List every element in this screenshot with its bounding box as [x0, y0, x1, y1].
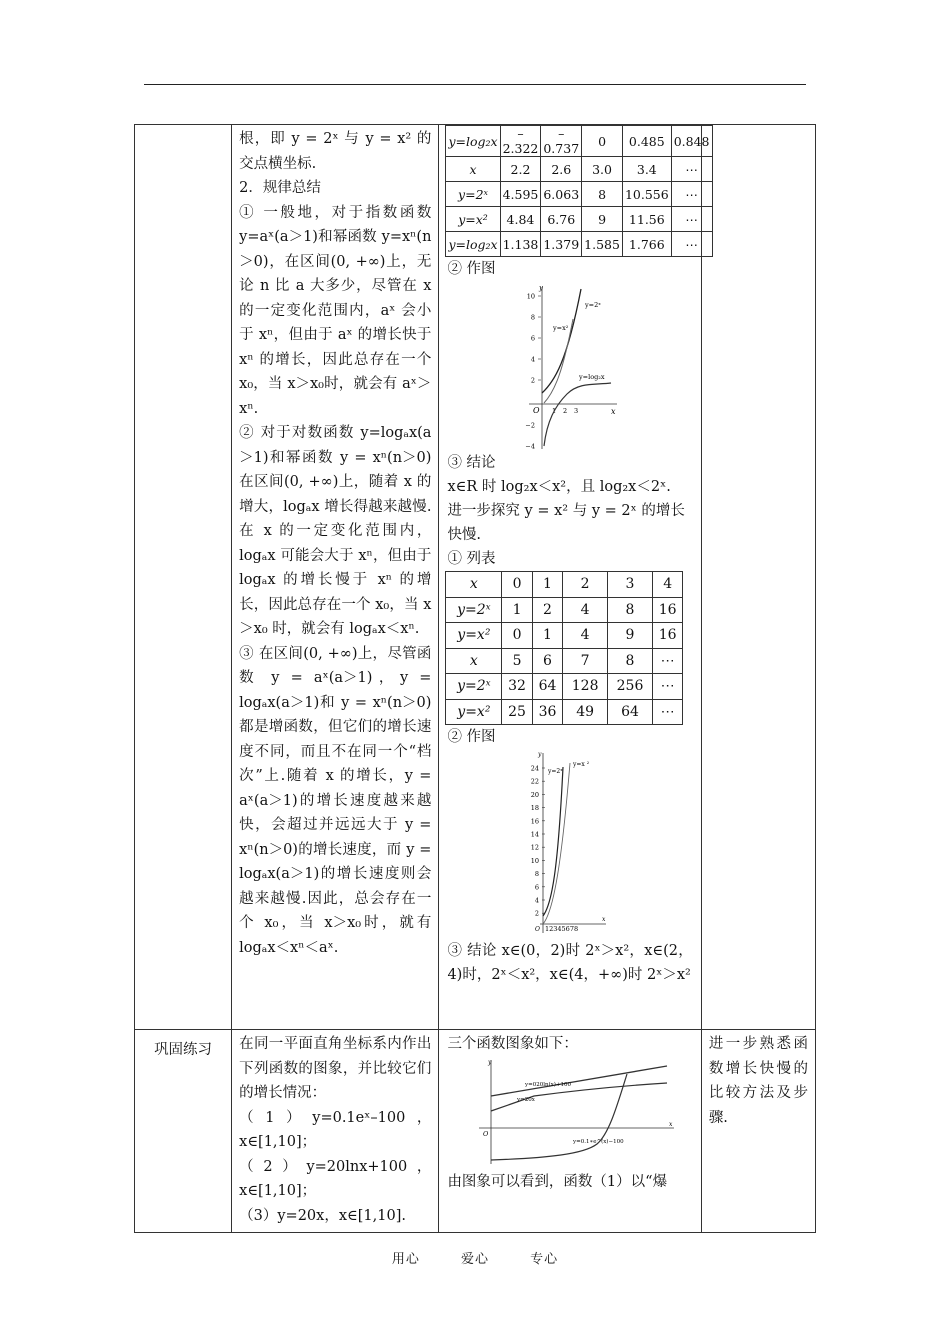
table-cell: 32 [502, 674, 532, 700]
stage-cell [135, 1030, 232, 1233]
table-cell: 1.766 [622, 232, 671, 257]
table-row [446, 674, 683, 700]
y-tick-label: 10 [530, 856, 540, 865]
y-tick-label: 18 [530, 804, 540, 813]
y-tick-label: 2 [534, 909, 540, 918]
table-cell: 11.56 [622, 207, 671, 232]
table-cell: y=2ˣ [446, 597, 502, 623]
table-cell: 9 [582, 207, 623, 232]
table-cell: 0.848 [671, 126, 712, 157]
paragraph: （2）y=20lnx+100，x∈[1,10]； [239, 1158, 432, 1199]
header-rule [144, 84, 806, 85]
y-tick-label: 22 [530, 777, 540, 786]
table-cell: 128 [563, 674, 608, 700]
table-cell: 1.379 [541, 232, 582, 257]
y-tick-label: 4 [534, 896, 540, 905]
y-tick-label: 8 [534, 870, 540, 879]
table-cell: 3.4 [622, 157, 671, 182]
y-tick-label: 10 [526, 292, 536, 301]
x-axis-label: x [611, 407, 616, 416]
table-cell: ⋯ [652, 699, 683, 725]
draw-label: ② 作图 [447, 261, 496, 277]
table-cell: 0 [502, 572, 532, 598]
table-cell: y=x² [446, 623, 502, 649]
table-cell: ⋯ [671, 182, 712, 207]
lesson-table [134, 124, 816, 1233]
y-tick-label: 6 [534, 883, 540, 892]
paragraph: 在同一平面直角坐标系内作出下列函数的图象，并比较它们的增长情况： [239, 1036, 432, 1101]
table-cell: 2 [532, 597, 562, 623]
table-cell: 8 [608, 648, 653, 674]
table-cell: y=x² [446, 207, 500, 232]
x-axis-label: x [669, 1121, 673, 1128]
footer-word: 专心 [530, 1252, 559, 1267]
footer-word: 用心 [391, 1252, 420, 1267]
origin-label: O [535, 926, 541, 933]
value-table-2 [445, 571, 683, 725]
y-axis-label: y [488, 1059, 492, 1066]
table-row [446, 597, 683, 623]
table-cell: ⋯ [652, 674, 683, 700]
table-cell: 8 [608, 597, 653, 623]
note-cell [701, 1030, 815, 1233]
activity-cell [439, 125, 710, 1030]
paragraph: （1）y=0.1eˣ–100，x∈[1,10]； [239, 1109, 432, 1150]
table-cell: y=2ˣ [446, 182, 500, 207]
activity-cell [439, 1030, 701, 1233]
table-cell: x [446, 157, 500, 182]
table-cell: y=log₂x [446, 126, 500, 157]
note-text: 进一步熟悉函数增长快慢的比较方法及步骤. [708, 1036, 808, 1126]
table-cell: 9 [608, 623, 653, 649]
y-tick-label: 8 [530, 313, 536, 322]
x-tick-labels: 12345678 [545, 925, 579, 933]
table-row [446, 699, 683, 725]
table-cell: 4 [563, 623, 608, 649]
table-cell: 4 [563, 597, 608, 623]
paragraph: 根，即 y = 2ˣ 与 y = x² 的交点横坐标. [239, 131, 432, 172]
y-tick-label: 2 [530, 376, 536, 385]
draw-label-2: ② 作图 [447, 729, 496, 745]
x-tick-label: 2 [563, 407, 568, 415]
table-cell: 2.6 [541, 157, 582, 182]
further-text: 进一步探究 y = x² 与 y = 2ˣ 的增长快慢. [447, 503, 685, 543]
content-text [232, 1030, 438, 1232]
table-cell: 6 [532, 648, 562, 674]
footer-word: 爱心 [460, 1252, 489, 1267]
x-axis-label: x [602, 916, 606, 923]
tail-text: 由图象可以看到，函数（1）以“爆 [447, 1174, 668, 1190]
table-cell: 5 [502, 648, 532, 674]
table-cell: 4 [652, 572, 683, 598]
table-cell: 1 [502, 597, 532, 623]
y-tick-label: −4 [525, 442, 536, 451]
table-cell: 0.485 [622, 126, 671, 157]
origin-label: O [533, 406, 540, 415]
y-tick-label: 16 [530, 817, 540, 826]
table-cell: 36 [532, 699, 562, 725]
table-cell: 2.2 [500, 157, 541, 182]
table-row [446, 182, 712, 207]
table-cell: ⋯ [671, 207, 712, 232]
table-cell: 8 [582, 182, 623, 207]
y-tick-label: 4 [530, 355, 536, 364]
paragraph: ② 对于对数函数 y=logₐx(a＞1)和幂函数 y = xⁿ(n＞0)在区间(0, +∞)上，随着 x 的增大，logₐx 增长得越来越慢.在 x 的一定变化范围内，logₐx 可能会大于 xⁿ，但由于 logₐx 的增长慢于 xⁿ 的增长，因此总存在一个 x₀，当 x＞x₀ 时，就会有 logₐx＜xⁿ. [239, 425, 432, 637]
table-cell: 0 [502, 623, 532, 649]
table-row [135, 125, 816, 1030]
y-axis-label: y [539, 284, 544, 292]
value-table-1 [445, 125, 712, 257]
table-cell: 64 [608, 699, 653, 725]
table-cell: 256 [608, 674, 653, 700]
label-log2x: y=log₂x [579, 373, 605, 381]
table-cell: 25 [502, 699, 532, 725]
table-row [446, 126, 712, 157]
table-cell: 4.595 [500, 182, 541, 207]
table-cell: 16 [652, 623, 683, 649]
table-cell: ⋯ [671, 232, 712, 257]
paragraph: （3）y=20x，x∈[1,10]. [239, 1207, 406, 1224]
table-cell: 1.138 [500, 232, 541, 257]
content-cell [232, 1030, 439, 1233]
graph-three-functions [469, 1056, 679, 1166]
note-cell [701, 125, 815, 1030]
table-cell: 6.063 [541, 182, 582, 207]
y-tick-label: 14 [530, 830, 540, 839]
table-cell: 3 [608, 572, 653, 598]
y-tick-label: 6 [530, 334, 536, 343]
table-cell: 4.84 [500, 207, 541, 232]
table-cell: 16 [652, 597, 683, 623]
label-x2: y=x ² [573, 761, 590, 768]
label-ln: y=020ln(x)+100 [525, 1082, 572, 1088]
table-cell: y=x² [446, 699, 502, 725]
paragraph: ① 一般地，对于指数函数 y=aˣ(a＞1)和幂函数 y=xⁿ(n＞0)，在区间(0, +∞)上，无论 n 比 a 大多少，尽管在 x 的一定变化范围内，aˣ 会小于 xⁿ，但由于 aˣ 的增长快于 xⁿ 的增长，因此总存在一个 x₀，当 x＞x₀时，就会有 aˣ＞xⁿ. [239, 204, 432, 417]
table-row [446, 648, 683, 674]
label-2x: y=2ˣ [585, 301, 602, 309]
conclusion-text: x∈R 时 log₂x＜x²，且 log₂x＜2ˣ. [447, 479, 671, 495]
paragraph: ③ 在区间(0, +∞)上，尽管函数 y = aˣ(a＞1)，y = logₐx(a＞1)和 y = xⁿ(n＞0)都是增函数，但它们的增长速度不同，而且不在同一个“档次”上.随着 x 的增长，y = aˣ(a＞1)的增长速度越来越快，会超过并远远大于 y = xⁿ(n＞0)的增长速度，而 y = logₐx(a＞1)的增长速度则会越来越慢.因此，总会存在一个 x₀，当 x＞x₀时，就有 logₐx＜xⁿ＜aˣ. [239, 645, 432, 956]
label-exp: y=0.1∗e^(x)−100 [573, 1139, 625, 1145]
table-cell: x [446, 648, 502, 674]
table-cell: 49 [563, 699, 608, 725]
intro-text: 三个函数图象如下： [447, 1036, 578, 1052]
table-cell: 6.76 [541, 207, 582, 232]
table-cell: 1 [532, 623, 562, 649]
table-cell: ⋯ [652, 648, 683, 674]
table-cell: 0 [582, 126, 623, 157]
graph-log-exp-power [515, 281, 625, 451]
conclusion-2: ③ 结论 x∈(0，2)时 2ˣ＞x²，x∈(2，4)时，2ˣ＜x²，x∈(4，+∞)时 2ˣ＞x² [447, 943, 693, 983]
label-x2: y=x² [553, 324, 569, 332]
label-20x: y=20x [517, 1097, 536, 1103]
table-cell: ⋯ [671, 157, 712, 182]
stage-cell [135, 125, 232, 1030]
table-cell: 64 [532, 674, 562, 700]
table-cell: 1 [532, 572, 562, 598]
origin-label: O [483, 1130, 489, 1138]
y-tick-label: 20 [530, 790, 540, 799]
content-cell [232, 125, 439, 1030]
table-cell: 7 [563, 648, 608, 674]
y-axis-label: y [538, 751, 542, 758]
list-label: ① 列表 [447, 551, 496, 567]
table-cell: y=2ˣ [446, 674, 502, 700]
x-tick-label: 3 [574, 407, 579, 415]
table-cell: x [446, 572, 502, 598]
table-cell: 10.556 [622, 182, 671, 207]
page-footer [0, 1248, 950, 1267]
y-tick-label: −2 [525, 421, 536, 430]
table-row [446, 232, 712, 257]
paragraph: 2．规律总结 [239, 180, 321, 196]
table-row [446, 572, 683, 598]
table-row [446, 623, 683, 649]
y-tick-label: 24 [530, 764, 540, 773]
x-tick-label: 1 [552, 407, 557, 415]
label-2x: y=2ˣ [548, 768, 563, 775]
graph-2x-vs-x2 [530, 749, 610, 939]
table-row [446, 207, 712, 232]
table-cell: 2 [563, 572, 608, 598]
conclusion-label: ③ 结论 [447, 455, 496, 471]
table-row [446, 157, 712, 182]
table-cell: –0.737 [541, 126, 582, 157]
table-cell: 1.585 [582, 232, 623, 257]
content-text [232, 125, 438, 964]
table-cell: 3.0 [582, 157, 623, 182]
table-cell: y=log₂x [446, 232, 500, 257]
y-tick-label: 12 [530, 843, 540, 852]
stage-label: 巩固练习 [154, 1042, 213, 1058]
table-row [135, 1030, 816, 1233]
table-cell: –2.322 [500, 126, 541, 157]
